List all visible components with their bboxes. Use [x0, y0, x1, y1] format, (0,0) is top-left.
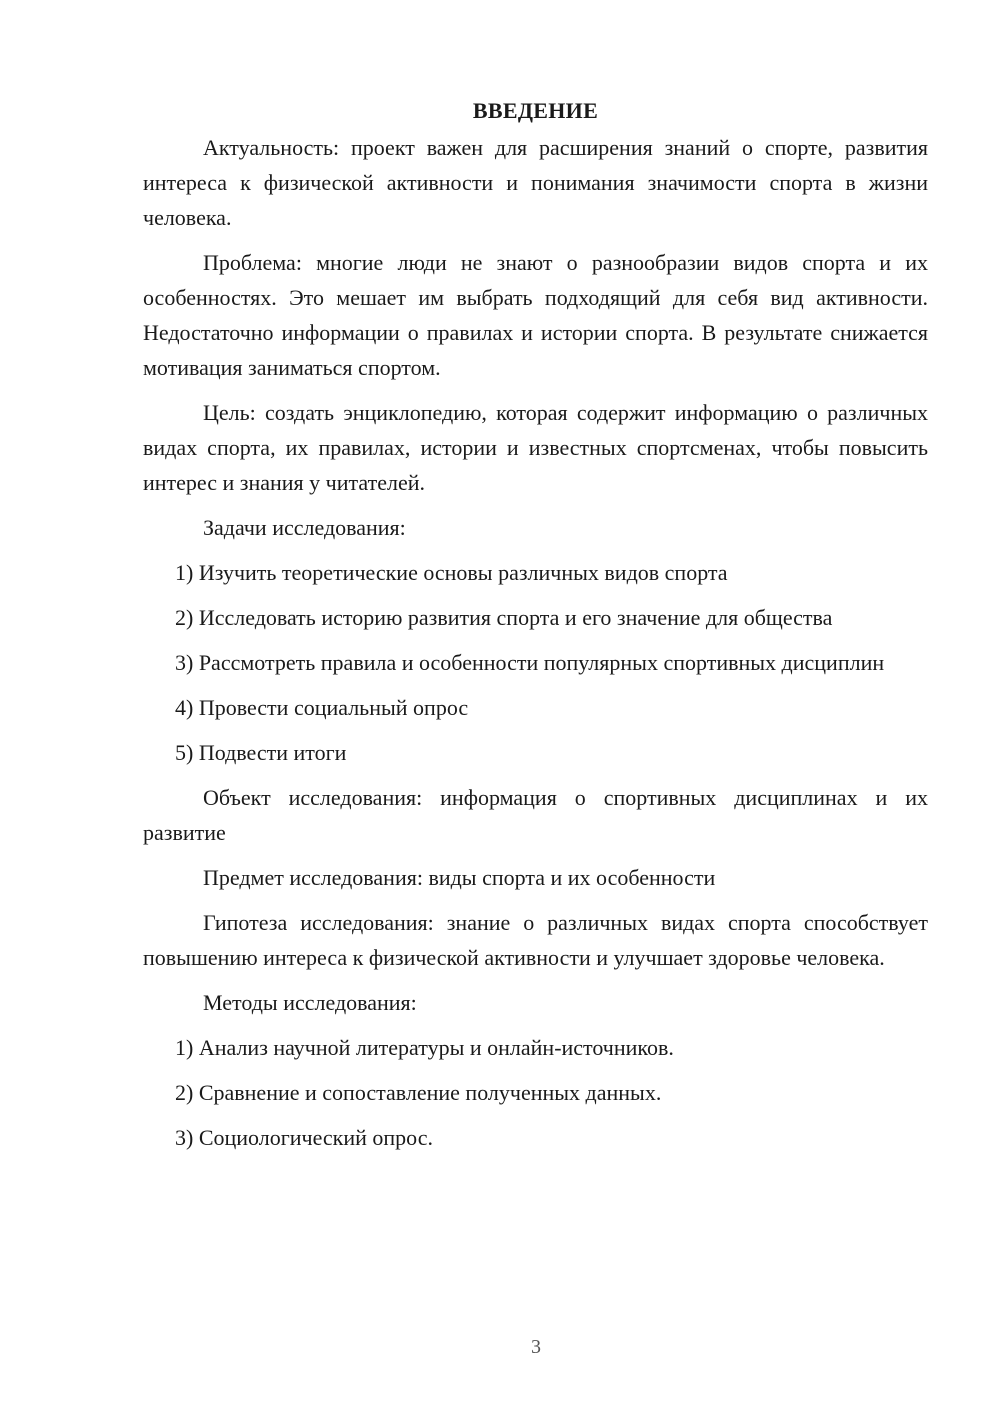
task-item-1: 1) Изучить теоретические основы различных видов спорта — [175, 560, 728, 585]
section-heading: ВВЕДЕНИЕ — [472, 98, 599, 123]
paragraph-tasks-title: Задачи исследования: — [203, 515, 406, 540]
paragraph-problem: Проблема: многие люди не знают о разнообразии видов спорта и их особенностях. Это мешает им выбрать подходящий для себя вид активности. Недостаточно информации о правилах и истории спорта. В результате снижается мотивация заниматься спортом. — [143, 250, 928, 380]
paragraph-subject: Предмет исследования: виды спорта и их особенности — [203, 865, 716, 890]
task-item-4: 4) Провести социальный опрос — [175, 695, 469, 720]
method-item-1: 1) Анализ научной литературы и онлайн-источников. — [175, 1035, 674, 1060]
paragraph-object: Объект исследования: информация о спортивных дисциплинах и их развитие — [143, 785, 928, 845]
task-item-5: 5) Подвести итоги — [175, 740, 347, 765]
paragraph-methods-title: Методы исследования: — [203, 990, 417, 1015]
paragraph-relevance: Актуальность: проект важен для расширения знаний о спорте, развития интереса к физической активности и понимания значимости спорта в жизни человека. — [143, 135, 928, 230]
task-item-3: 3) Рассмотреть правила и особенности популярных спортивных дисциплин — [175, 650, 885, 675]
page-number: 3 — [531, 1336, 541, 1358]
paragraph-hypothesis: Гипотеза исследования: знание о различных видах спорта способствует повышению интереса к физической активности и улучшает здоровье человека. — [143, 910, 928, 970]
paragraph-goal: Цель: создать энциклопедию, которая содержит информацию о различных видах спорта, их правилах, истории и известных спортсменах, чтобы повысить интерес и знания у читателей. — [143, 400, 928, 495]
method-item-2: 2) Сравнение и сопоставление полученных данных. — [175, 1080, 662, 1105]
document-page — [143, 94, 928, 1165]
method-item-3: 3) Социологический опрос. — [175, 1125, 433, 1150]
task-item-2: 2) Исследовать историю развития спорта и его значение для общества — [175, 605, 833, 630]
